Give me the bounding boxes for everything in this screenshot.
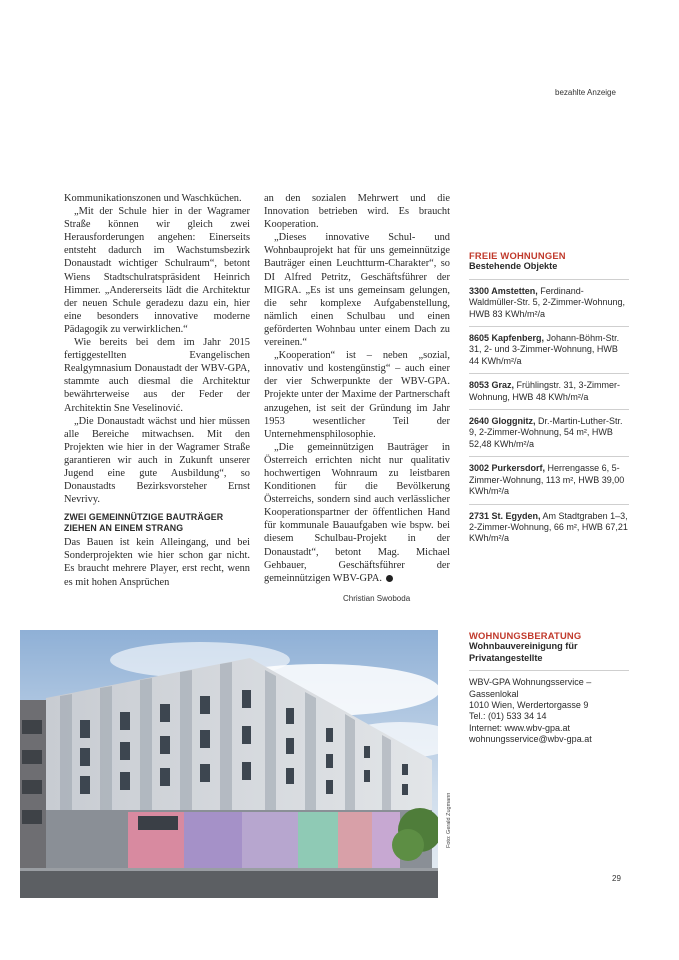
sidebar-title: FREIE WOHNUNGEN [469, 250, 566, 261]
list-item [469, 380, 629, 403]
listing-details: Ferdinand-Waldmüller-Str. 5, 2-Zimmer-Wohnung, HWB 83 KWh/m²/a [469, 285, 626, 319]
advice-email-link[interactable]: wohnungsservice@wbv-gpa.at [469, 734, 592, 745]
article-column-2 [264, 192, 450, 585]
page-number: 29 [612, 874, 621, 883]
article-paragraph: an den sozialen Mehrwert und die Innovation betrieben wird. Es braucht Kooperation. [264, 193, 450, 231]
housing-advice-box [469, 630, 629, 746]
article-paragraph: Das Bauen ist kein Alleingang, und bei Sonderprojekten wie hier schon gar nicht. Es braucht mehrere Player, erst recht, wenn es mit hohen Ansprüchen [64, 537, 250, 588]
listing-city: 2731 St. Egyden, [469, 510, 541, 521]
article-column-1 [64, 192, 250, 589]
sidebar-subtitle: Bestehende Objekte [469, 261, 558, 272]
list-item [469, 463, 629, 497]
article-paragraph: „Mit der Schule hier in der Wagramer Straße können wir gleich zwei Herausforderungen angehen: Einerseits entsteht dadurch im Wachstumsbezirk Donaustadt wichtiger Schulraum“, betont Wiens Stadtschulratspräsident Heinrich Himmer. „Andererseits lädt die Architektur der neuen Schule geradezu dazu ein, hier eine besonders innovative moderne Pädagogik zu verwirklichen.“ [64, 206, 250, 335]
list-item [469, 286, 629, 320]
listing-city: 3300 Amstetten, [469, 285, 538, 296]
list-item [469, 416, 629, 450]
article-paragraph [264, 441, 450, 585]
advice-phone: Tel.: (01) 533 34 14 [469, 711, 547, 722]
school-building-illustration [20, 630, 438, 898]
divider [469, 326, 629, 327]
listing-details: Am Stadtgraben 1–3, 2-Zimmer-Wohnung, 66 m², HWB 67,21 KWh/m²/a [469, 510, 628, 544]
divider [469, 279, 629, 280]
article-paragraph: „Dieses innovative Schul- und Wohnbauprojekt hat für uns gemeinnützige Bauträger einen Leuchtturm-Charakter“, so DI Alfred Petritz, Geschäftsführer der MIGRA. „Es ist uns gemeinsam gelungen, die sehr komplexe Aufgabenstellung, nämlich einen Schulbau und einen geförderten Wohnbau unter einem Dach zu vereinen.“ [264, 232, 450, 349]
divider [469, 373, 629, 374]
paid-ad-label: bezahlte Anzeige [555, 88, 616, 97]
article-paragraph: „Kooperation“ ist – neben „sozial, innovativ und kostengünstig“ – auch einer der vier Schwerpunkte der WBV-GPA. Projekte unter der Maxime der Partnerschaft anzugehen, ist seit der Gründung im Jahr 1953 wesentlicher Teil der Unternehmensphilosophie. [264, 350, 450, 440]
listing-details: Dr.-Martin-Luther-Str. 9, 2-Zimmer-Wohnung, 54 m², HWB 52,48 KWh/m²/a [469, 416, 623, 449]
listing-city: 8053 Graz, [469, 380, 515, 391]
building-photo [20, 630, 438, 898]
listing-city: 8605 Kapfenberg, [469, 333, 545, 344]
free-apartments-box [469, 250, 629, 550]
advice-address-line: WBV-GPA Wohnungsservice – Gassenlokal [469, 677, 592, 699]
advice-address-line: 1010 Wien, Werdertorgasse 9 [469, 700, 589, 711]
article-subheading: ZWEI GEMEINNÜTZIGE BAUTRÄGER ZIEHEN AN EINEM STRANG [64, 512, 224, 534]
listing-details: Johann-Böhm-Str. 31, 2- und 3-Zimmer-Wohnung, HWB 44 KWh/m²/a [469, 333, 620, 366]
list-item [469, 333, 629, 367]
advice-website-link[interactable]: Internet: www.wbv-gpa.at [469, 722, 571, 733]
author-byline: Christian Swoboda [343, 594, 411, 603]
listing-city: 3002 Purkersdorf, [469, 463, 546, 474]
article-paragraph-text: „Die gemeinnützigen Bauträger in Österreich errichten nicht nur qualitativ hochwertigen Wohnraum zu leistbaren Konditionen für die Bevölkerung Österreichs, sondern sind auch verlässlicher Kooperationspartner der öffentlichen Hand für kommunale Bauaufgaben wie bspw. bei diesem Schulbau-Projekt in der Donaustadt“, betont Mag. Michael Gehbauer, Geschäftsführer der gemeinnützigen WBV-GPA. [264, 441, 450, 584]
article-paragraph: Wie bereits bei dem im Jahr 2015 fertiggestellten Evangelischen Realgymnasium Donaustadt der WBV-GPA, stammte auch diesmal die Architektur bewährterweise aus der Feder der Architektin Sne Veselinović. [64, 337, 250, 414]
apartment-listings [469, 286, 629, 545]
photo-credit: Foto: Gerald Zugmann [446, 792, 452, 848]
article-paragraph: Kommunikationszonen und Waschküchen. [64, 193, 242, 204]
listing-details: Frühlingstr. 31, 3-Zimmer-Wohnung, HWB 48 KWh/m²/a [469, 380, 621, 402]
listing-city: 2640 Gloggnitz, [469, 416, 536, 427]
divider [469, 456, 629, 457]
advice-title: WOHNUNGSBERATUNG [469, 630, 582, 641]
advice-contact [469, 677, 629, 745]
listing-details: Herrengasse 6, 5-Zimmer-Wohnung, 113 m², HWB 39,00 KWh/m²/a [469, 463, 625, 497]
divider [469, 504, 629, 505]
divider [469, 670, 629, 671]
end-of-article-mark [386, 575, 393, 582]
advice-subtitle: Wohnbauvereinigung für Privatangestellte [469, 641, 578, 663]
list-item [469, 511, 629, 545]
divider [469, 409, 629, 410]
article-paragraph: „Die Donaustadt wächst und hier müssen alle Bereiche mitwachsen. Mit den Projekten wie hier in der Wagramer Straße garantieren wir auch in Zukunft unserer Jugend eine gute Ausbildung“, so Donaustadts Bezirksvorsteher Ernst Nevrivy. [64, 415, 250, 506]
